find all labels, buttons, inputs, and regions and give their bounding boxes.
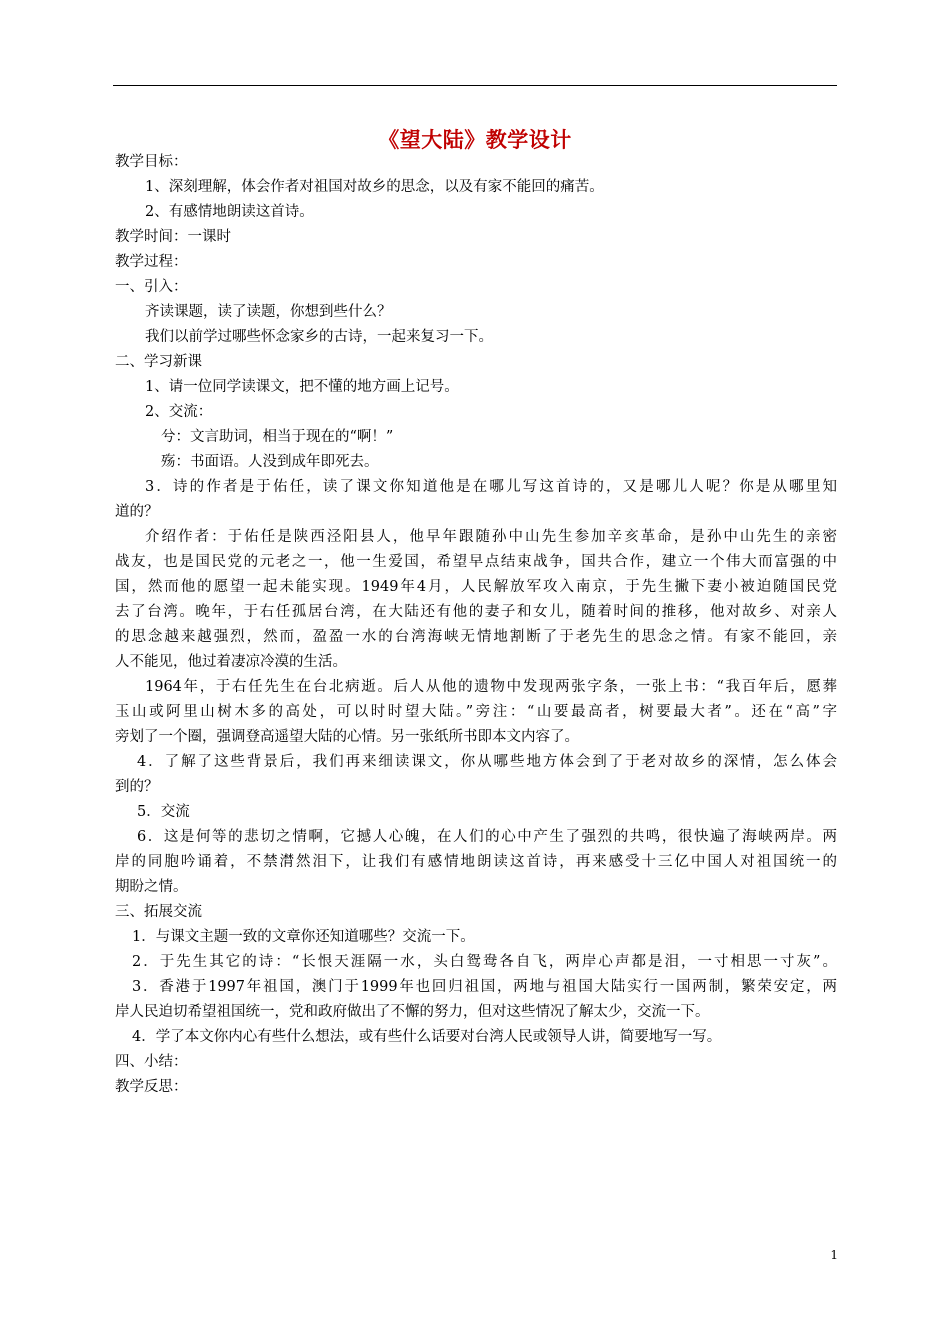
text-line: 教学时间：一课时 xyxy=(115,229,231,245)
text-line: 一、引入： xyxy=(115,279,188,295)
page-number: 1 xyxy=(830,1248,838,1262)
text-line: 2、交流： xyxy=(145,404,213,420)
text-line: 1、请一位同学读课文，把不懂的地方画上记号。 xyxy=(145,379,459,395)
text-line: 我们以前学过哪些怀念家乡的古诗，一起来复习一下。 xyxy=(145,329,493,345)
text-line: 介绍作者：于佑任是陕西泾阳县人，他早年跟随孙中山先生参加辛亥革命，是孙中山先生的亲密 xyxy=(145,529,837,545)
text-line: 二、学习新课 xyxy=(115,354,202,370)
text-line: 四、小结： xyxy=(115,1054,188,1070)
text-line: 兮：文言助词，相当于现在的“啊！” xyxy=(161,429,394,445)
text-line: 3．香港于1997年祖国，澳门于1999年也回归祖国，两地与祖国大陆实行一国两制，繁荣安定，两 xyxy=(132,979,837,995)
text-line: 教学反思： xyxy=(115,1079,188,1095)
text-line: 齐读课题，读了读题，你想到些什么？ xyxy=(145,304,392,320)
text-line: 教学过程： xyxy=(115,254,188,270)
text-line: 三、拓展交流 xyxy=(115,904,202,920)
text-line: 1964年，于右任先生在台北病逝。后人从他的遗物中发现两张字条，一张上书：“我百年后，愿葬 xyxy=(145,679,837,695)
text-line: 1．与课文主题一致的文章你还知道哪些？交流一下。 xyxy=(132,929,475,945)
text-line: 4．了解了这些背景后，我们再来细读课文，你从哪些地方体会到了于老对故乡的深情，怎么体会 xyxy=(137,754,837,770)
text-line: 期盼之情。 xyxy=(115,879,188,895)
text-line: 岸的同胞吟诵着，不禁潸然泪下，让我们有感情地朗读这首诗，再来感受十三亿中国人对祖国统一的 xyxy=(115,854,837,870)
text-line: 人不能见，他过着凄凉冷漠的生活。 xyxy=(115,654,347,670)
page-title: 《望大陆》教学设计 xyxy=(378,128,572,152)
text-line: 到的？ xyxy=(115,779,159,795)
text-line: 岸人民迫切希望祖国统一，党和政府做出了不懈的努力，但对这些情况了解太少，交流一下。 xyxy=(115,1004,710,1020)
text-line: 5．交流 xyxy=(137,804,190,820)
text-line: 去了台湾。晚年，于右任孤居台湾，在大陆还有他的妻子和女儿，随着时间的推移，他对故乡、对亲人 xyxy=(115,604,837,620)
text-line: 6．这是何等的悲切之情啊，它撼人心魄，在人们的心中产生了强烈的共鸣，很快遍了海峡两岸。两 xyxy=(137,829,837,845)
text-line: 2．于先生其它的诗：“长恨天涯隔一水，头白鸳鸯各自飞，两岸心声都是泪，一寸相思一寸灰”。 xyxy=(132,954,837,970)
text-line: 3．诗的作者是于佑任，读了课文你知道他是在哪儿写这首诗的，又是哪儿人呢？你是从哪里知 xyxy=(145,479,837,495)
text-line: 道的？ xyxy=(115,504,159,520)
text-line: 教学目标： xyxy=(115,154,188,170)
text-line: 国，然而他的愿望一起未能实现。1949年4月，人民解放军攻入南京，于先生撇下妻小被迫随国民党 xyxy=(115,579,837,595)
text-line: 战友，也是国民党的元老之一，他一生爱国，希望早点结束战争，国共合作，建立一个伟大而富强的中 xyxy=(115,554,837,570)
text-line: 旁划了一个圈，强调登高遥望大陆的心情。另一张纸所书即本文内容了。 xyxy=(115,729,579,745)
text-line: 的思念越来越强烈，然而，盈盈一水的台湾海峡无情地割断了于老先生的思念之情。有家不能回，亲 xyxy=(115,629,837,645)
text-line: 4．学了本文你内心有些什么想法，或有些什么话要对台湾人民或领导人讲，简要地写一写。 xyxy=(132,1029,722,1045)
text-line: 玉山或阿里山树木多的高处，可以时时望大陆。”旁注：“山要最高者，树要最大者”。还在“高”字 xyxy=(115,704,837,720)
text-line: 1、深刻理解，体会作者对祖国对故乡的思念，以及有家不能回的痛苦。 xyxy=(145,179,604,195)
text-line: 殇：书面语。人没到成年即死去。 xyxy=(161,454,379,470)
header-rule xyxy=(113,85,837,86)
text-line: 2、有感情地朗读这首诗。 xyxy=(145,204,314,220)
